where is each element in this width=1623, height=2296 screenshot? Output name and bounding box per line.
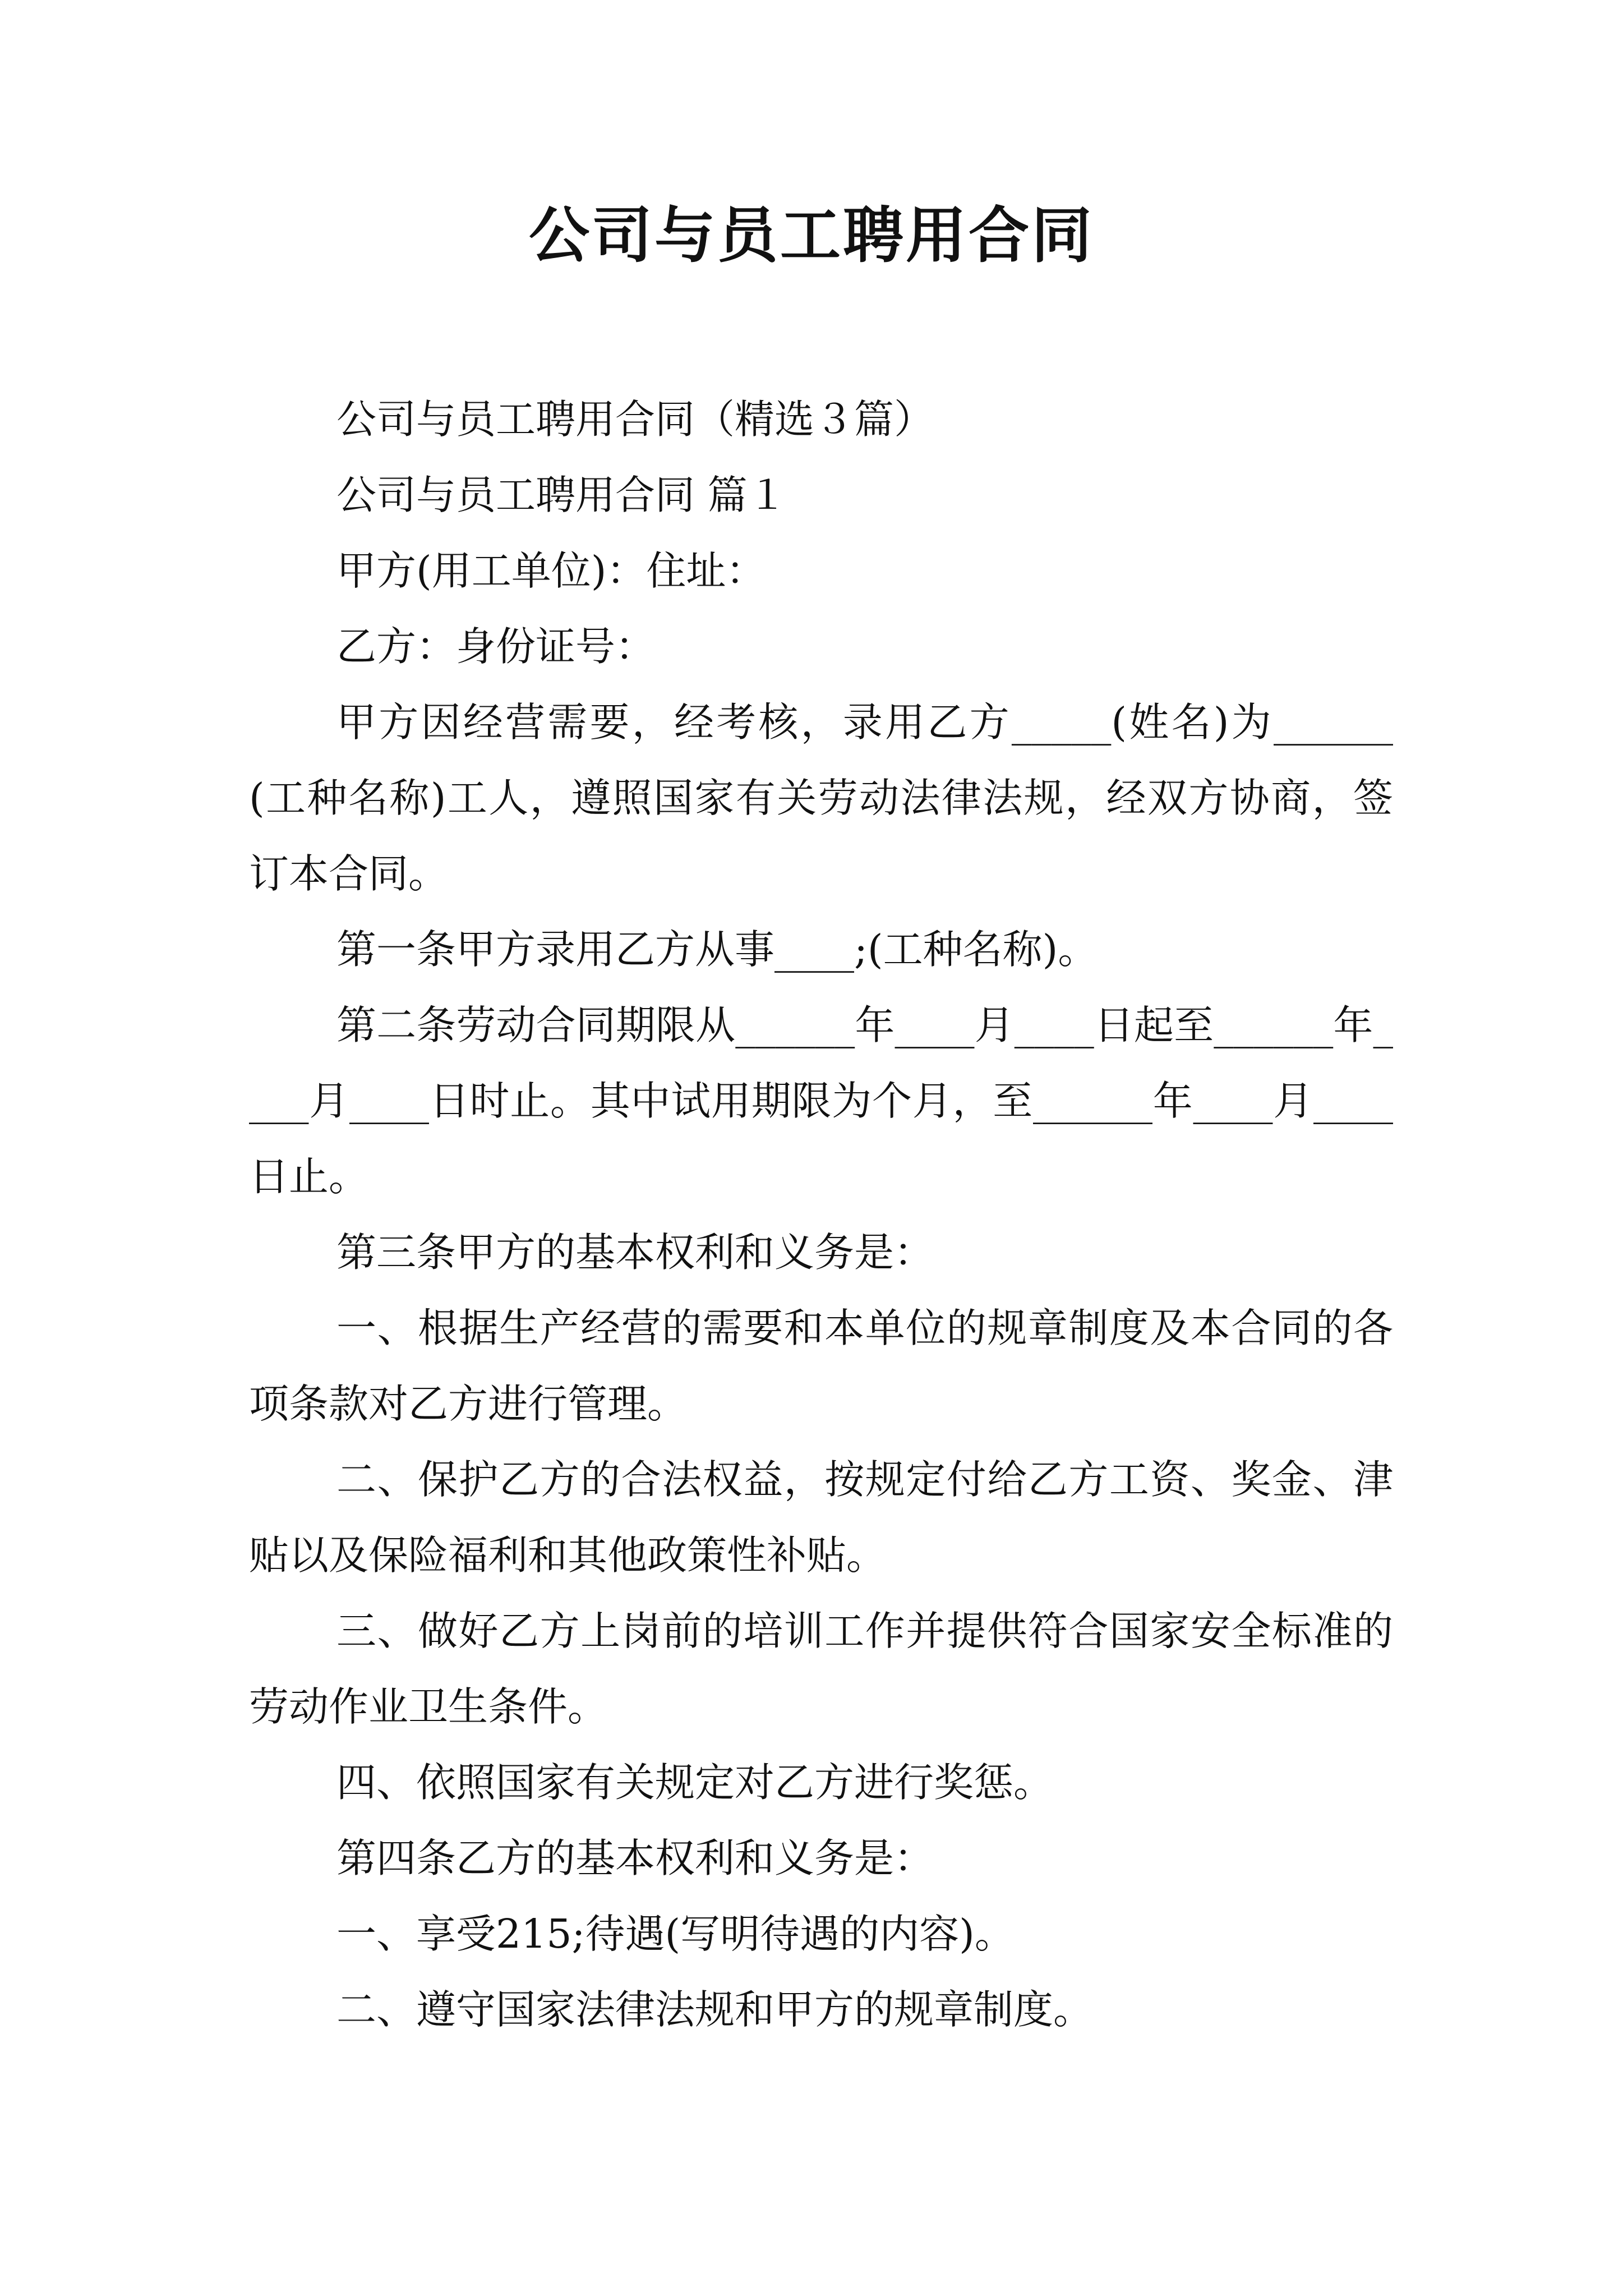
paragraph-section-heading: 公司与员工聘用合同 篇１ — [336, 472, 787, 518]
paragraph-article-3-item-1: 一、根据生产经营的需要和本单位的规章制度及本合同的各项条款对乙方进行管理。 — [249, 1305, 1393, 1427]
paragraph-article-4-item-2: 二、遵守国家法律法规和甲方的规章制度。 — [336, 1986, 1094, 2033]
document-title: 公司与员工聘用合同 — [528, 200, 1094, 271]
paragraph-article-3-item-4: 四、依照国家有关规定对乙方进行奖惩。 — [336, 1759, 1054, 1806]
paragraph-article-2: 第二条劳动合同期限从______年____月____日起至______年____月____日时止。其中试用期限为个月，至______年____月____日止。 — [249, 1002, 1393, 1200]
paragraph-article-3-item-3: 三、做好乙方上岗前的培训工作并提供符合国家安全标准的劳动作业卫生条件。 — [249, 1608, 1393, 1730]
paragraph-party-a: 甲方(用工单位)：住址： — [336, 547, 766, 594]
paragraph-article-4-item-1: 一、享受215;待遇(写明待遇的内容)。 — [336, 1911, 1015, 1957]
paragraph-preamble: 甲方因经营需要，经考核，录用乙方_____(姓名)为______(工种名称)工人，遵照国家有关劳动法律法规，经双方协商，签订本合同。 — [249, 699, 1393, 897]
paragraph-article-3-item-2: 二、保护乙方的合法权益，按规定付给乙方工资、奖金、津贴以及保险福利和其他政策性补贴。 — [249, 1456, 1393, 1579]
paragraph-article-1: 第一条甲方录用乙方从事____;(工种名称)。 — [336, 926, 1098, 973]
paragraph-article-3-heading: 第三条甲方的基本权利和义务是： — [336, 1229, 934, 1276]
paragraph-subtitle: 公司与员工聘用合同（精选３篇） — [336, 396, 934, 443]
paragraph-article-4-heading: 第四条乙方的基本权利和义务是： — [336, 1835, 934, 1881]
paragraph-party-b: 乙方：身份证号： — [336, 623, 656, 670]
document-body — [249, 381, 1393, 2047]
